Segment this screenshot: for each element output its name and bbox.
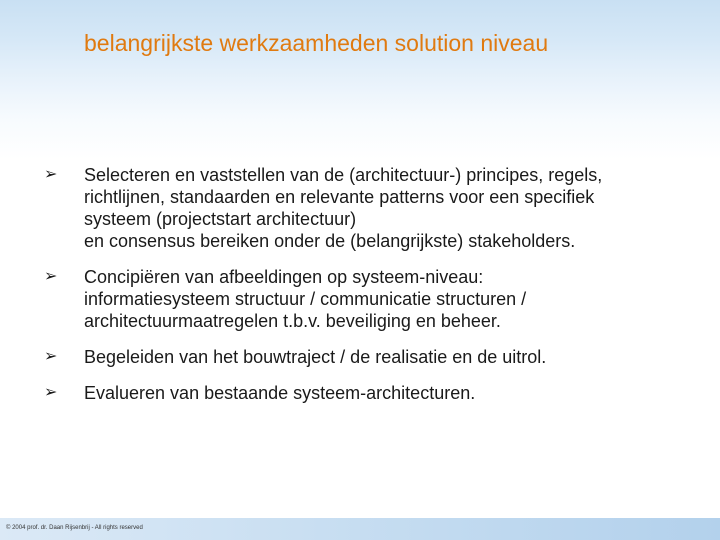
bullet-line: en consensus bereiken onder de (belangrijkste) stakeholders. <box>84 231 576 251</box>
bullet-line: Concipiëren van afbeeldingen op systeem-niveau: <box>84 267 484 287</box>
bullet-line: Selecteren en vaststellen van de (architectuur-) principes, regels, <box>84 165 603 185</box>
bullet-line: informatiesysteem structuur / communicatie structuren / <box>84 289 527 309</box>
bullet-line: Begeleiden van het bouwtraject / de realisatie en de uitrol. <box>84 347 547 367</box>
bullet-item <box>44 346 684 368</box>
arrow-bullet-icon: ➢ <box>44 384 58 401</box>
bullet-list <box>44 164 684 418</box>
bullet-line: systeem (projectstart architectuur) <box>84 209 357 229</box>
slide-title: belangrijkste werkzaamheden solution niveau <box>84 30 549 56</box>
arrow-bullet-icon: ➢ <box>44 268 58 285</box>
arrow-bullet-icon: ➢ <box>44 166 58 183</box>
bullet-item <box>44 164 684 252</box>
bullet-item <box>44 266 684 332</box>
bullet-line: architectuurmaatregelen t.b.v. beveiliging en beheer. <box>84 311 501 331</box>
bullet-line: Evalueren van bestaande systeem-architecturen. <box>84 383 476 403</box>
bullet-item <box>44 382 684 404</box>
copyright-footer: © 2004 prof. dr. Daan Rijsenbrij - All rights reserved <box>6 525 143 531</box>
bullet-line: richtlijnen, standaarden en relevante patterns voor een specifiek <box>84 187 595 207</box>
arrow-bullet-icon: ➢ <box>44 348 58 365</box>
